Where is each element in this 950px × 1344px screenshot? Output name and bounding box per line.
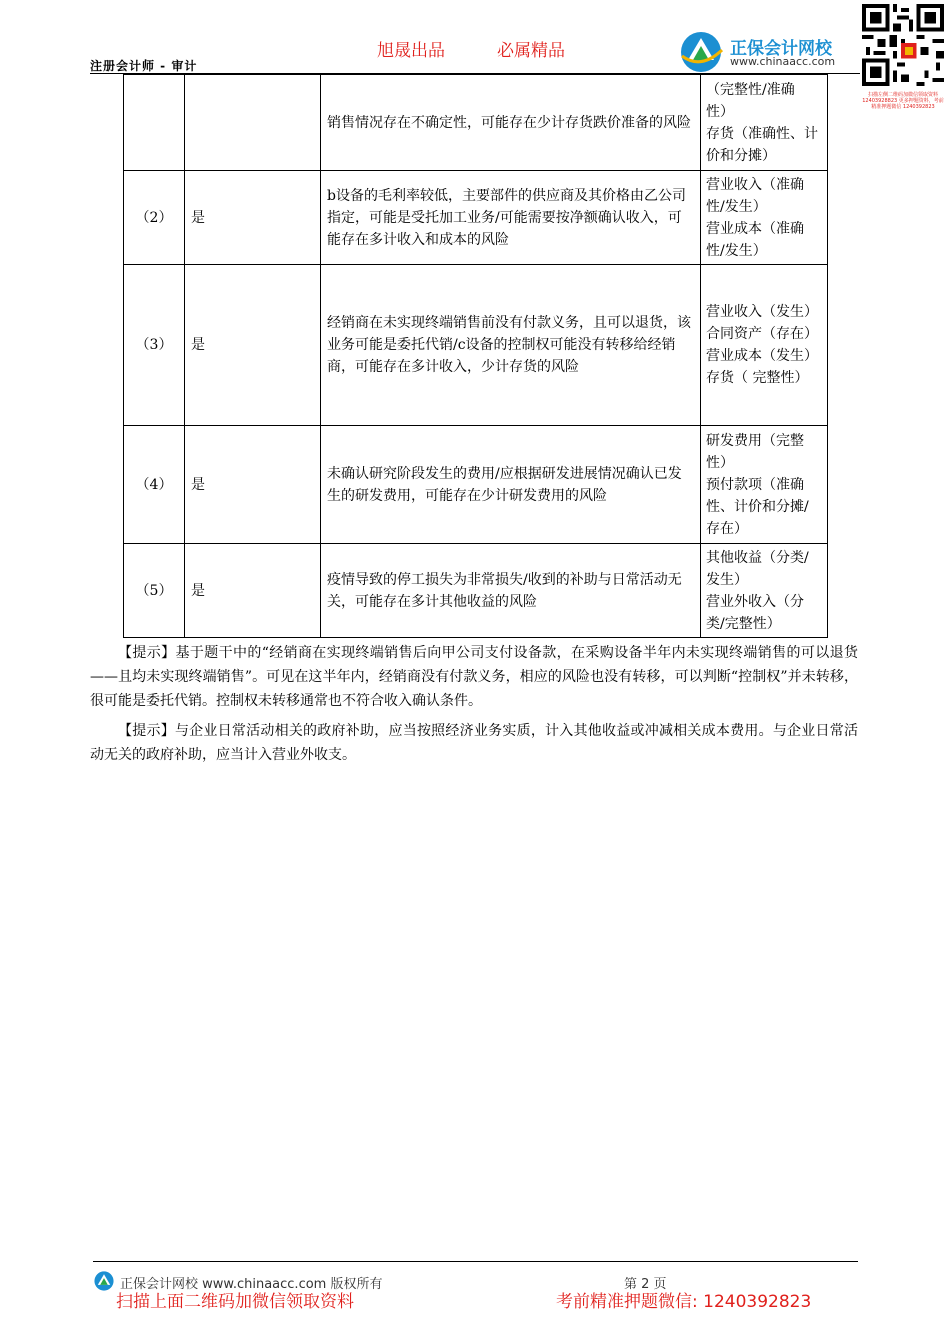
footer-logo-icon — [93, 1270, 115, 1292]
row-assertion: 研发费用（完整性） 预付款项（准确性、计价和分摊/存在） — [701, 426, 828, 544]
answer-table-body — [124, 75, 828, 638]
table-row — [124, 171, 828, 265]
row-number: （5） — [124, 544, 185, 638]
row-assertion: （完整性/准确性） 存货（准确性、计价和分摊） — [701, 75, 828, 171]
table-row — [124, 75, 828, 171]
header-subject: 注册会计师 - 审计 — [90, 59, 198, 73]
row-reason: 未确认研究阶段发生的费用/应根据研发进展情况确认已发生的研发费用，可能存在少计研发费用的风险 — [321, 426, 701, 544]
answer-table — [123, 74, 828, 638]
row-judgement — [185, 75, 321, 171]
table-row — [124, 544, 828, 638]
tip-paragraph-2: 【提示】与企业日常活动相关的政府补助，应当按照经济业务实质，计入其他收益或冲减相关成本费用。与企业日常活动无关的政府补助，应当计入营业外收支。 — [90, 723, 858, 763]
logo-url: www.chinaacc.com — [730, 55, 836, 68]
slogan-left: 旭晟出品 — [377, 41, 445, 61]
row-reason: 经销商在未实现终端销售前没有付款义务，且可以退货，该业务可能是委托代销/c设备的控制权可能没有转移给经销商，可能存在多计收入，少计存货的风险 — [321, 265, 701, 426]
row-judgement: 是 — [185, 544, 321, 638]
wechat-qr-code-icon[interactable] — [862, 4, 944, 86]
logo-name: 正保会计网校 — [730, 39, 832, 59]
page-number: 第 2 页 — [624, 1277, 667, 1292]
row-assertion: 营业收入（发生） 合同资产（存在） 营业成本（发生） 存货（ 完整性） — [701, 265, 828, 426]
row-assertion: 营业收入（准确性/发生） 营业成本（准确性/发生） — [701, 171, 828, 265]
qr-caption: 扫描左侧二维码加微信领取资料 12403928823 更多押题资料，考前精准押题微信 1240392823 — [862, 92, 944, 110]
footer-copyright: 正保会计网校 www.chinaacc.com 版权所有 — [120, 1277, 383, 1292]
footer-divider — [93, 1261, 858, 1262]
row-assertion: 其他收益（分类/发生） 营业外收入（分类/完整性） — [701, 544, 828, 638]
row-judgement: 是 — [185, 426, 321, 544]
table-row — [124, 265, 828, 426]
row-reason: 销售情况存在不确定性，可能存在少计存货跌价准备的风险 — [321, 75, 701, 171]
promo-right: 考前精准押题微信: 1240392823 — [556, 1292, 812, 1312]
chinaacc-logo[interactable] — [678, 30, 858, 74]
slogan-right: 必属精品 — [497, 41, 565, 61]
row-number — [124, 75, 185, 171]
row-judgement: 是 — [185, 265, 321, 426]
row-judgement: 是 — [185, 171, 321, 265]
tip-paragraph-1: 【提示】基于题干中的“经销商在实现终端销售后向甲公司支付设备款，在采购设备半年内未实现终端销售的可以退货——且均未实现终端销售”。可见在这半年内，经销商没有付款义务，相应的风险也没有转移，可以判断“控制权”并未转移，很可能是委托代销。控制权未转移通常也不符合收入确认条件。 — [90, 645, 858, 709]
row-number: （2） — [124, 171, 185, 265]
row-reason: b设备的毛利率较低，主要部件的供应商及其价格由乙公司指定，可能是受托加工业务/可能需要按净额确认收入，可能存在多计收入和成本的风险 — [321, 171, 701, 265]
row-number: （4） — [124, 426, 185, 544]
row-number: （3） — [124, 265, 185, 426]
row-reason: 疫情导致的停工损失为非常损失/收到的补助与日常活动无关，可能存在多计其他收益的风险 — [321, 544, 701, 638]
promo-left: 扫描上面二维码加微信领取资料 — [116, 1292, 354, 1312]
table-row — [124, 426, 828, 544]
chinaacc-logo-icon — [678, 30, 724, 74]
